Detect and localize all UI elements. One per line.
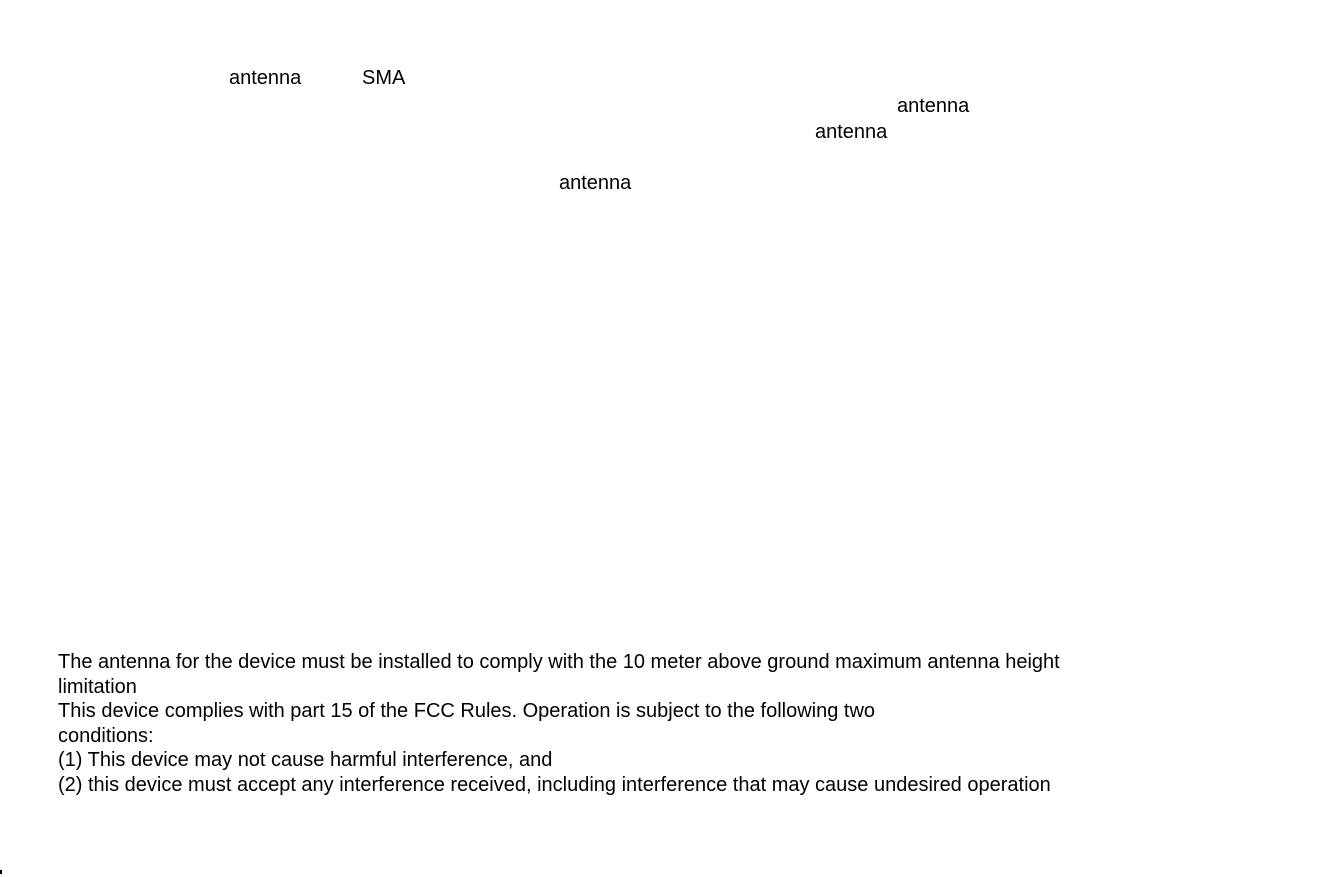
antenna-label-1: antenna [229,67,302,89]
antenna-label-3: antenna [815,121,888,143]
antenna-height-line-1: The antenna for the device must be installed to comply with the 10 meter above ground maximum antenna height [58,651,1060,673]
fcc-compliance-line-1: This device complies with part 15 of the FCC Rules. Operation is subject to the following two [58,700,876,722]
fcc-notice [58,650,1258,797]
fcc-compliance-line-2: conditions: [58,724,154,747]
antenna-label-4: antenna [559,172,632,194]
condition-1: (1) This device may not cause harmful interference, and [58,749,553,771]
condition-2: (2) this device must accept any interference received, including interference that may cause undesired operation [58,773,1051,796]
antenna-height-line-2: limitation [58,675,137,698]
antenna-label-2: antenna [897,95,970,117]
sma-label: SMA [362,67,406,89]
corner-mark [0,870,2,874]
